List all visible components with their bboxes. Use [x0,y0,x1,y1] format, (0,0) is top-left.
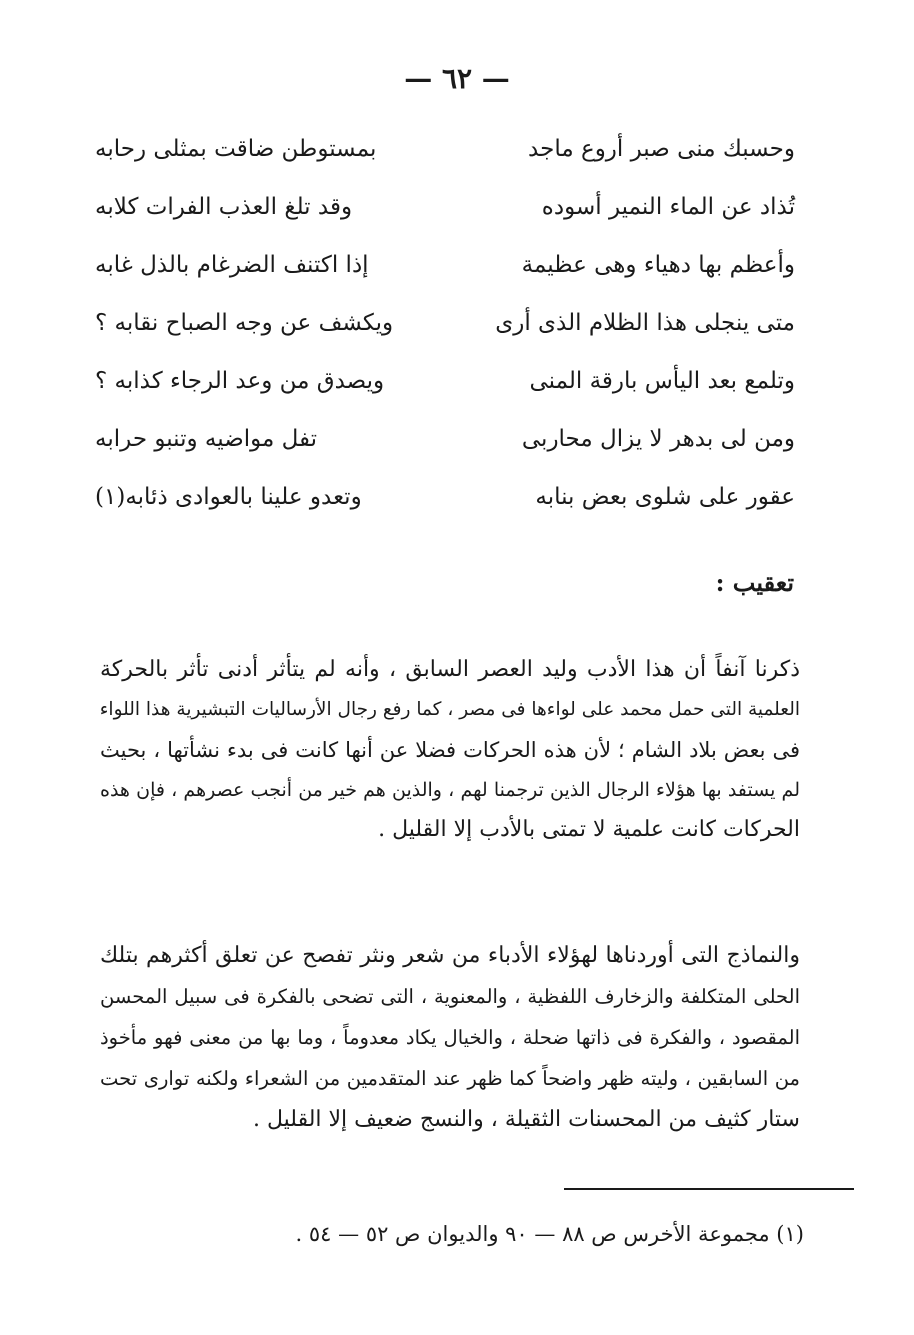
poem-verse [95,120,795,178]
poem-verse [95,410,795,468]
paragraph-line: من السابقين ، وليته ظهر واضحاً كما ظهر عند المتقدمين من الشعراء ولكنه توارى تحت [100,1067,800,1090]
poem [95,120,795,526]
paragraph-line: العلمية التى حمل محمد على لواءها فى مصر ، كما رفع رجال الأرساليات التبشيرية هذا اللواء [99,699,800,720]
paragraph-line: الحركات كانت علمية لا تمتى بالأدب إلا القليل . [378,817,800,842]
footnote: (١) مجموعة الأخرس ص ٨٨ — ٩٠ والديوان ص ٥٢ — ٥٤ . [295,1222,804,1246]
verse-first-hemistich: وتلمع بعد اليأس بارقة المنى [529,368,795,394]
verse-second-hemistich: بمستوطن ضاقت بمثلى رحابه [95,136,377,162]
section-heading: تعقيب : [715,568,794,597]
page-number: — ٦٢ — [404,62,510,95]
paragraph-line: ستار كثيف من المحسنات الثقيلة ، والنسج ضعيف إلا القليل . [253,1107,800,1132]
paragraph-line: لم يستفد بها هؤلاء الرجال الذين ترجمنا لهم ، والذين هم خير من أنجب عصرهم ، فإن هذه [100,779,800,801]
poem-verse [95,294,795,352]
paragraph-line: الحلى المتكلفة والزخارف اللفظية ، والمعنوية ، التى تضحى بالفكرة فى سبيل المحسن [100,985,800,1008]
verse-second-hemistich: وتعدو علينا بالعوادى ذئابه(١) [95,484,362,510]
verse-first-hemistich: تُذاد عن الماء النمير أسوده [541,194,795,220]
paragraph-line: المقصود ، والفكرة فى ذاتها ضحلة ، والخيال يكاد معدوماً ، وما بها من معنى فهو مأخوذ [100,1026,800,1049]
paragraph-line: فى بعض بلاد الشام ؛ لأن هذه الحركات فضلا عن أنها كانت فى بدء نشأتها ، بحيث [100,738,800,762]
verse-second-hemistich: ويصدق من وعد الرجاء كذابه ؟ [95,368,385,394]
verse-second-hemistich: ويكشف عن وجه الصباح نقابه ؟ [95,310,394,336]
verse-second-hemistich: تفل مواضيه وتنبو حرابه [95,426,318,452]
poem-verse [95,352,795,410]
poem-verse [95,178,795,236]
verse-first-hemistich: عقور على شلوى بعض بنابه [535,484,795,510]
poem-verse [95,468,795,526]
poem-verse [95,236,795,294]
verse-second-hemistich: إذا اكتنف الضرغام بالذل غابه [95,252,369,278]
paragraph [100,650,800,850]
verse-second-hemistich: وقد تلغ العذب الفرات كلابه [95,194,353,220]
verse-first-hemistich: ومن لى بدهر لا يزال محاربى [521,426,795,452]
paragraph-line: ذكرنا آنفاً أن هذا الأدب وليد العصر السابق ، وأنه لم يتأثر أدنى تأثر بالحركة [100,657,800,682]
verse-first-hemistich: وأعظم بها دهياء وهى عظيمة [521,252,795,278]
paragraph-line: والنماذج التى أوردناها لهؤلاء الأدباء من شعر ونثر تفصح عن تعلق أكثرهم بتلك [100,943,800,968]
verse-first-hemistich: متى ينجلى هذا الظلام الذى أرى [495,310,795,336]
verse-first-hemistich: وحسبك منى صبر أروع ماجد [528,136,795,162]
footnote-divider [564,1188,854,1190]
paragraph [100,935,800,1140]
